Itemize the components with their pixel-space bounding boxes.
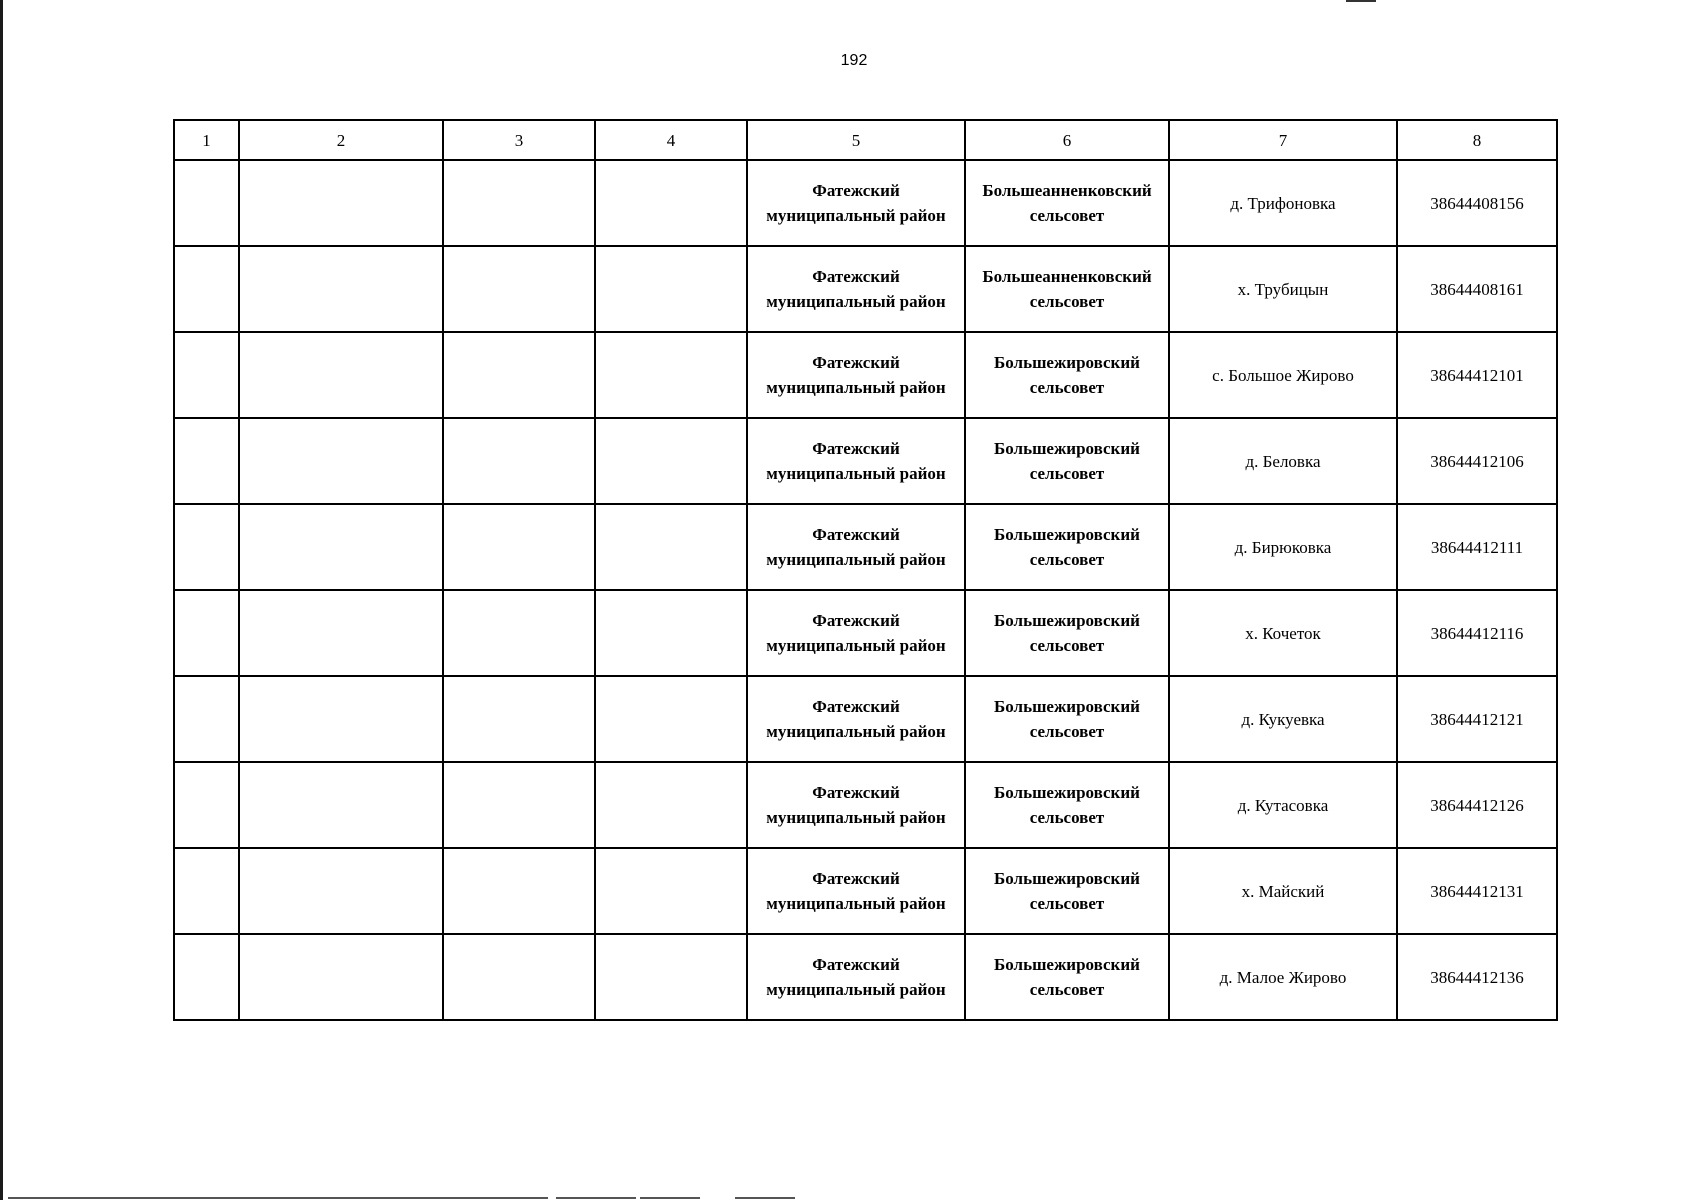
council-name: Большежировский bbox=[994, 611, 1140, 630]
table-row bbox=[174, 504, 1557, 590]
cell-c3 bbox=[443, 246, 595, 332]
cell-district bbox=[747, 160, 965, 246]
council-name: Большежировский bbox=[994, 697, 1140, 716]
cell-council bbox=[965, 848, 1169, 934]
table-row bbox=[174, 418, 1557, 504]
district-name: Фатежский bbox=[812, 697, 900, 716]
table-row bbox=[174, 160, 1557, 246]
column-header-1: 1 bbox=[174, 120, 239, 160]
district-type: муниципальный район bbox=[766, 292, 946, 311]
council-type: сельсовет bbox=[1029, 722, 1105, 741]
cell-code: 38644412121 bbox=[1397, 676, 1557, 762]
cell-code: 38644412111 bbox=[1397, 504, 1557, 590]
district-name: Фатежский bbox=[812, 439, 900, 458]
district-type: муниципальный район bbox=[766, 378, 946, 397]
cell-council bbox=[965, 676, 1169, 762]
cell-c4 bbox=[595, 246, 747, 332]
table-row bbox=[174, 246, 1557, 332]
cell-c2 bbox=[239, 762, 443, 848]
registry-table bbox=[173, 119, 1558, 1021]
cell-council bbox=[965, 332, 1169, 418]
cell-settlement: д. Кукуевка bbox=[1169, 676, 1397, 762]
cell-c3 bbox=[443, 848, 595, 934]
cell-c3 bbox=[443, 504, 595, 590]
cell-district bbox=[747, 762, 965, 848]
cell-c4 bbox=[595, 332, 747, 418]
scan-top-mark bbox=[1346, 0, 1376, 2]
cell-council bbox=[965, 590, 1169, 676]
scan-bottom-line bbox=[735, 1197, 795, 1199]
council-name: Большеанненковский bbox=[982, 181, 1152, 200]
table-row bbox=[174, 934, 1557, 1020]
cell-settlement: д. Малое Жирово bbox=[1169, 934, 1397, 1020]
cell-code: 38644412126 bbox=[1397, 762, 1557, 848]
table-row bbox=[174, 332, 1557, 418]
cell-c4 bbox=[595, 676, 747, 762]
cell-settlement: д. Кутасовка bbox=[1169, 762, 1397, 848]
cell-c2 bbox=[239, 676, 443, 762]
cell-council bbox=[965, 762, 1169, 848]
council-type: сельсовет bbox=[1029, 292, 1105, 311]
column-number-row bbox=[174, 120, 1557, 160]
cell-district bbox=[747, 848, 965, 934]
cell-c2 bbox=[239, 848, 443, 934]
cell-c4 bbox=[595, 590, 747, 676]
cell-district bbox=[747, 676, 965, 762]
table-row bbox=[174, 590, 1557, 676]
cell-district bbox=[747, 590, 965, 676]
cell-district bbox=[747, 934, 965, 1020]
column-header-6: 6 bbox=[965, 120, 1169, 160]
cell-c3 bbox=[443, 590, 595, 676]
cell-settlement: х. Кочеток bbox=[1169, 590, 1397, 676]
cell-c4 bbox=[595, 934, 747, 1020]
cell-council bbox=[965, 934, 1169, 1020]
cell-council bbox=[965, 246, 1169, 332]
cell-code: 38644408156 bbox=[1397, 160, 1557, 246]
cell-c1 bbox=[174, 934, 239, 1020]
table-row bbox=[174, 848, 1557, 934]
district-type: муниципальный район bbox=[766, 464, 946, 483]
cell-code: 38644408161 bbox=[1397, 246, 1557, 332]
district-name: Фатежский bbox=[812, 783, 900, 802]
cell-c1 bbox=[174, 418, 239, 504]
cell-c3 bbox=[443, 762, 595, 848]
council-name: Большежировский bbox=[994, 439, 1140, 458]
cell-code: 38644412136 bbox=[1397, 934, 1557, 1020]
cell-c1 bbox=[174, 504, 239, 590]
cell-c3 bbox=[443, 418, 595, 504]
council-type: сельсовет bbox=[1029, 980, 1105, 999]
district-type: муниципальный район bbox=[766, 550, 946, 569]
district-type: муниципальный район bbox=[766, 206, 946, 225]
cell-c2 bbox=[239, 590, 443, 676]
cell-district bbox=[747, 418, 965, 504]
cell-c3 bbox=[443, 160, 595, 246]
district-name: Фатежский bbox=[812, 611, 900, 630]
cell-c3 bbox=[443, 934, 595, 1020]
district-type: муниципальный район bbox=[766, 808, 946, 827]
cell-district bbox=[747, 504, 965, 590]
district-name: Фатежский bbox=[812, 955, 900, 974]
cell-code: 38644412106 bbox=[1397, 418, 1557, 504]
council-name: Большежировский bbox=[994, 353, 1140, 372]
scan-left-edge bbox=[0, 0, 3, 1200]
council-type: сельсовет bbox=[1029, 636, 1105, 655]
district-name: Фатежский bbox=[812, 525, 900, 544]
council-name: Большеанненковский bbox=[982, 267, 1152, 286]
cell-c2 bbox=[239, 332, 443, 418]
cell-settlement: х. Трубицын bbox=[1169, 246, 1397, 332]
district-type: муниципальный район bbox=[766, 894, 946, 913]
cell-c3 bbox=[443, 676, 595, 762]
district-type: муниципальный район bbox=[766, 722, 946, 741]
cell-c3 bbox=[443, 332, 595, 418]
council-type: сельсовет bbox=[1029, 378, 1105, 397]
district-name: Фатежский bbox=[812, 181, 900, 200]
scan-bottom-line bbox=[8, 1197, 548, 1199]
district-type: муниципальный район bbox=[766, 636, 946, 655]
council-type: сельсовет bbox=[1029, 550, 1105, 569]
table-row bbox=[174, 676, 1557, 762]
cell-c1 bbox=[174, 332, 239, 418]
cell-c4 bbox=[595, 504, 747, 590]
cell-council bbox=[965, 160, 1169, 246]
cell-council bbox=[965, 418, 1169, 504]
column-header-2: 2 bbox=[239, 120, 443, 160]
cell-settlement: д. Бирюковка bbox=[1169, 504, 1397, 590]
cell-c1 bbox=[174, 762, 239, 848]
cell-c4 bbox=[595, 848, 747, 934]
cell-code: 38644412131 bbox=[1397, 848, 1557, 934]
table-row bbox=[174, 762, 1557, 848]
council-type: сельсовет bbox=[1029, 894, 1105, 913]
cell-c1 bbox=[174, 676, 239, 762]
council-name: Большежировский bbox=[994, 869, 1140, 888]
council-type: сельсовет bbox=[1029, 808, 1105, 827]
cell-c2 bbox=[239, 246, 443, 332]
cell-code: 38644412116 bbox=[1397, 590, 1557, 676]
cell-c1 bbox=[174, 246, 239, 332]
cell-code: 38644412101 bbox=[1397, 332, 1557, 418]
scan-bottom-line bbox=[640, 1197, 700, 1199]
district-name: Фатежский bbox=[812, 267, 900, 286]
cell-c2 bbox=[239, 160, 443, 246]
cell-c2 bbox=[239, 418, 443, 504]
district-name: Фатежский bbox=[812, 869, 900, 888]
council-name: Большежировский bbox=[994, 525, 1140, 544]
page-number: 192 bbox=[840, 52, 868, 69]
council-name: Большежировский bbox=[994, 783, 1140, 802]
council-name: Большежировский bbox=[994, 955, 1140, 974]
column-header-3: 3 bbox=[443, 120, 595, 160]
cell-district bbox=[747, 332, 965, 418]
cell-c4 bbox=[595, 418, 747, 504]
cell-c1 bbox=[174, 590, 239, 676]
district-name: Фатежский bbox=[812, 353, 900, 372]
cell-c4 bbox=[595, 160, 747, 246]
cell-c4 bbox=[595, 762, 747, 848]
cell-settlement: д. Трифоновка bbox=[1169, 160, 1397, 246]
cell-settlement: с. Большое Жирово bbox=[1169, 332, 1397, 418]
cell-c1 bbox=[174, 160, 239, 246]
cell-district bbox=[747, 246, 965, 332]
council-type: сельсовет bbox=[1029, 206, 1105, 225]
district-type: муниципальный район bbox=[766, 980, 946, 999]
cell-council bbox=[965, 504, 1169, 590]
scan-bottom-line bbox=[556, 1197, 636, 1199]
council-type: сельсовет bbox=[1029, 464, 1105, 483]
cell-c2 bbox=[239, 934, 443, 1020]
cell-c2 bbox=[239, 504, 443, 590]
column-header-7: 7 bbox=[1169, 120, 1397, 160]
cell-settlement: х. Майский bbox=[1169, 848, 1397, 934]
table-body bbox=[174, 160, 1557, 1020]
column-header-4: 4 bbox=[595, 120, 747, 160]
cell-c1 bbox=[174, 848, 239, 934]
cell-settlement: д. Беловка bbox=[1169, 418, 1397, 504]
column-header-8: 8 bbox=[1397, 120, 1557, 160]
column-header-5: 5 bbox=[747, 120, 965, 160]
